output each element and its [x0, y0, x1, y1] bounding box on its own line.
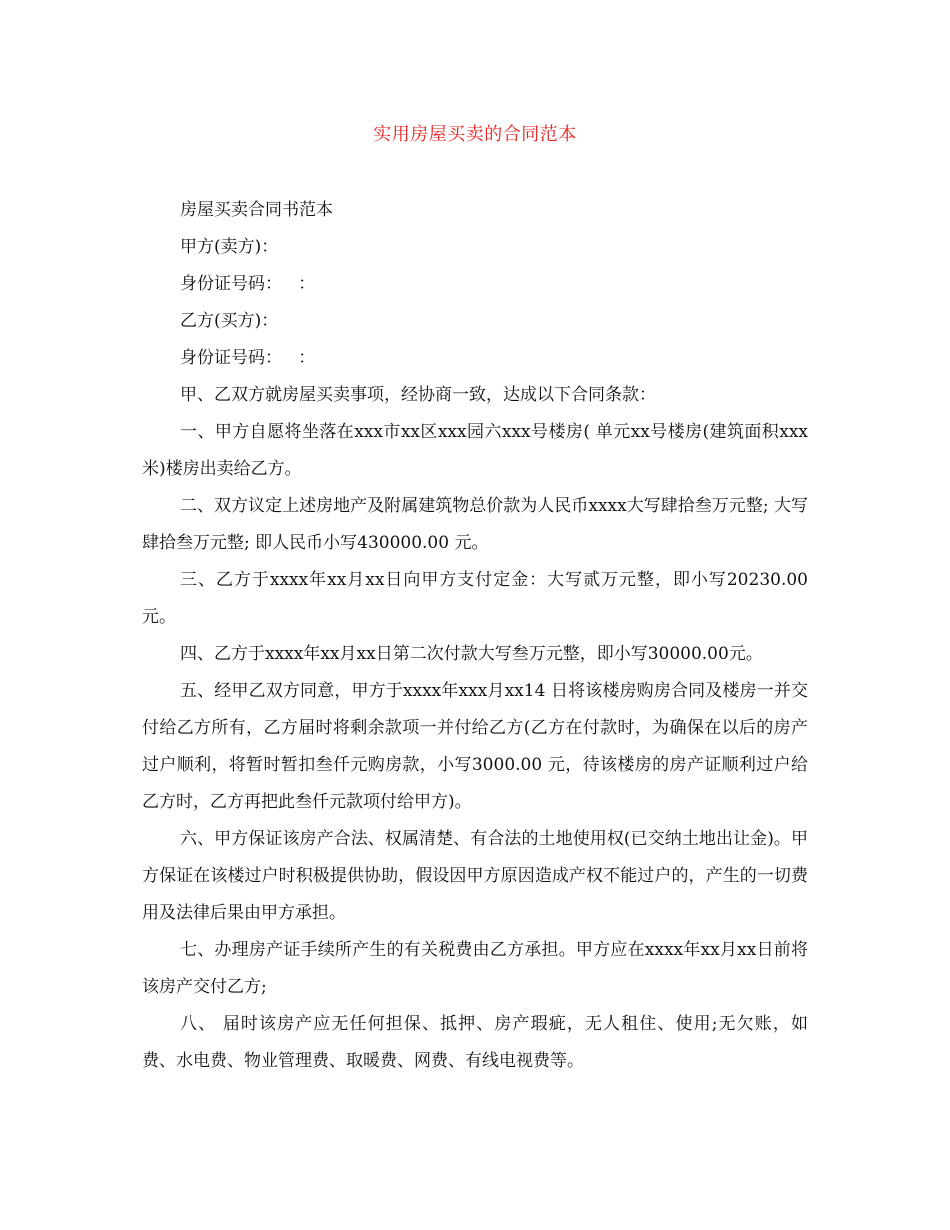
clause-5: 五、经甲乙双方同意，甲方于xxxx年xxx月xx14 日将该楼房购房合同及楼房一并交付给乙方所有，乙方届时将剩余款项一并付给乙方(乙方在付款时，为确保在以后的房产过户顺利，将暂时暂扣叁仟元购房款，小写3000.00 元，待该楼房的房产证顺利过户给乙方时，乙方再把此叁仟元款项付给甲方)。 — [142, 681, 808, 812]
clause-7: 七、办理房产证手续所产生的有关税费由乙方承担。甲方应在xxxx年xx月xx日前将该房产交付乙方; — [142, 940, 808, 997]
document-body — [142, 192, 814, 1080]
paragraph-preamble: 甲、乙双方就房屋买卖事项，经协商一致，达成以下合同条款： — [180, 385, 656, 405]
paragraph-contract-heading: 房屋买卖合同书范本 — [180, 200, 333, 220]
clause-2: 二、双方议定上述房地产及附属建筑物总价款为人民币xxxx大写肆拾叁万元整; 大写肆拾叁万元整; 即人民币小写430000.00 元。 — [142, 496, 808, 553]
clause-6: 六、甲方保证该房产合法、权属清楚、有合法的土地使用权(已交纳土地出让金)。甲方保证在该楼过户时积极提供协助，假设因甲方原因造成产权不能过户的，产生的一切费用及法律后果由甲方承担。 — [142, 829, 808, 923]
paragraph-party-b: 乙方(买方)： — [180, 311, 279, 331]
paragraph-party-b-id: 身份证号码： ： — [180, 348, 316, 368]
clause-4: 四、乙方于xxxx年xx月xx日第二次付款大写叁万元整，即小写30000.00元。 — [180, 644, 763, 664]
document-title: 实用房屋买卖的合同范本 — [373, 124, 577, 145]
clause-8: 八、 届时该房产应无任何担保、抵押、房产瑕疵，无人租住、使用;无欠账，如 费、水电费、物业管理费、取暖费、网费、有线电视费等。 — [142, 1014, 814, 1071]
paragraph-party-a: 甲方(卖方)： — [180, 237, 279, 257]
clause-1: 一、甲方自愿将坐落在xxx市xx区xxx园六xxx号楼房( 单元xx号楼房(建筑面积xxx米)楼房出卖给乙方。 — [142, 422, 808, 479]
clause-3: 三、乙方于xxxx年xx月xx日向甲方支付定金：大写贰万元整，即小写20230.00 元。 — [142, 570, 814, 627]
paragraph-party-a-id: 身份证号码： ： — [180, 274, 316, 294]
